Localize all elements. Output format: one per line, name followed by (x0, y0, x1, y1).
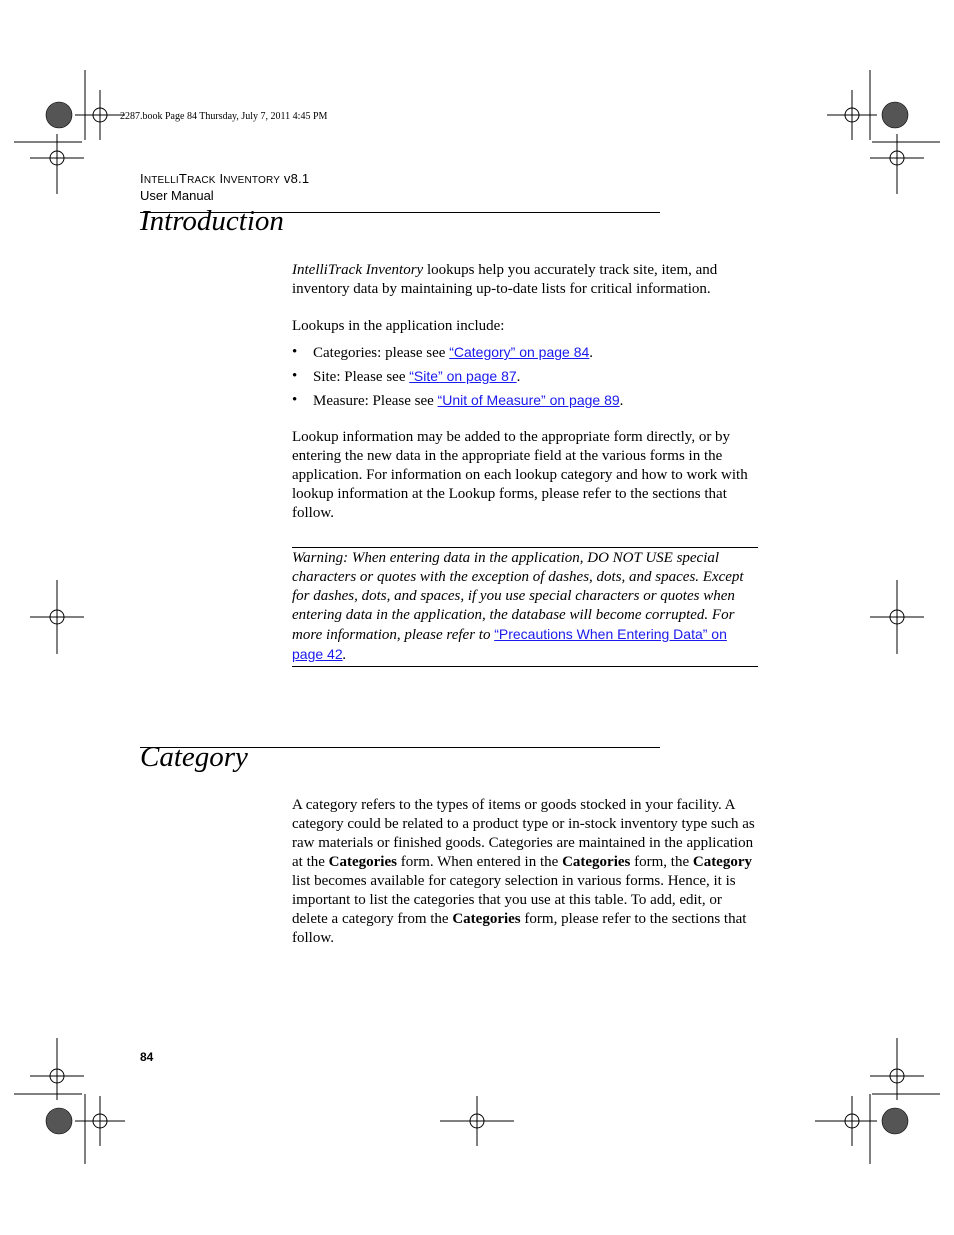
bullet-icon: • (292, 344, 298, 360)
punct: . (342, 647, 347, 663)
precautions-link[interactable]: “Precautions When Entering Data” on page 42 (292, 626, 727, 662)
category-text: list becomes available for category selection in various forms. Hence, it is important to list the categories that you use at this table. To add, edit, or delete a category from the (292, 873, 736, 927)
running-header-subtitle: User Manual (140, 188, 214, 203)
list-item (292, 389, 623, 413)
unit-of-measure-link[interactable]: “Unit of Measure” on page 89 (437, 392, 620, 408)
product-name: IntelliTrack Inventory (292, 262, 424, 278)
category-text: form. When entered in the (396, 854, 563, 870)
header-cap: T (178, 171, 188, 186)
list-item-text: Categories: please see (313, 345, 450, 361)
category-text: form, please refer to the sections that follow. (292, 911, 747, 946)
bullet-icon: • (292, 392, 298, 408)
running-header-title (140, 171, 309, 186)
punct: . (619, 393, 624, 409)
lookup-list (292, 341, 623, 413)
intro-paragraph-3: Lookup information may be added to the appropriate form directly, or by entering the new data in the appropriate field at the various forms in the application. For information on each lookup category and how to work with lookup information at the Lookup forms, please refer to the sections that follow. (292, 429, 748, 521)
category-text: A category refers to the types of items or goods stocked in your facility. A category could be related to a product type or in-stock inventory type such as raw materials or finished goods. Categories are maintained in the application at the (292, 797, 755, 870)
header-cap: I (140, 171, 144, 186)
category-link[interactable]: “Category” on page 84 (449, 344, 590, 360)
header-small: NTELLI (143, 175, 179, 186)
punct: . (589, 345, 594, 361)
bullet-icon: • (292, 368, 298, 384)
slug-line: 2287.book Page 84 Thursday, July 7, 2011 4:45 PM (120, 111, 328, 122)
intro-text: lookups help you accurately track site, item, and inventory data by maintaining up-to-date lists for critical information. (292, 262, 718, 297)
warning-text: Warning: When entering data in the application, DO NOT USE special characters or quotes with the exception of dashes, dots, and spaces. Except for dashes, dots, and spaces, if you use special characters or quotes when entering data in the application, the database will become corrupted. For more information, please refer to (292, 550, 744, 643)
category-text: form, the (630, 854, 693, 870)
header-cap: I (215, 171, 224, 186)
warning-note (292, 549, 758, 665)
list-item-text: Measure: Please see (313, 393, 438, 409)
page-number: 84 (140, 1050, 154, 1064)
category-paragraph (292, 796, 758, 948)
header-small: NVENTORY (223, 175, 281, 186)
bold-term: Category (692, 854, 753, 870)
punct: . (516, 369, 521, 385)
header-small: RACK (187, 175, 216, 186)
list-item-text: Site: Please see (313, 369, 410, 385)
section-heading-category: Category (140, 741, 248, 773)
warning-bottom-rule (292, 666, 758, 667)
section-heading-introduction: Introduction (140, 205, 284, 237)
intro-paragraph-2: Lookups in the application include: (292, 318, 505, 334)
header-version: v8.1 (280, 171, 310, 186)
site-link[interactable]: “Site” on page 87 (409, 368, 517, 384)
bold-term: Categories (562, 854, 631, 870)
bold-term: Categories (452, 911, 521, 927)
intro-paragraph-1 (292, 261, 762, 299)
warning-top-rule (292, 547, 758, 548)
list-item (292, 341, 623, 365)
list-item (292, 365, 623, 389)
bold-term: Categories (328, 854, 397, 870)
